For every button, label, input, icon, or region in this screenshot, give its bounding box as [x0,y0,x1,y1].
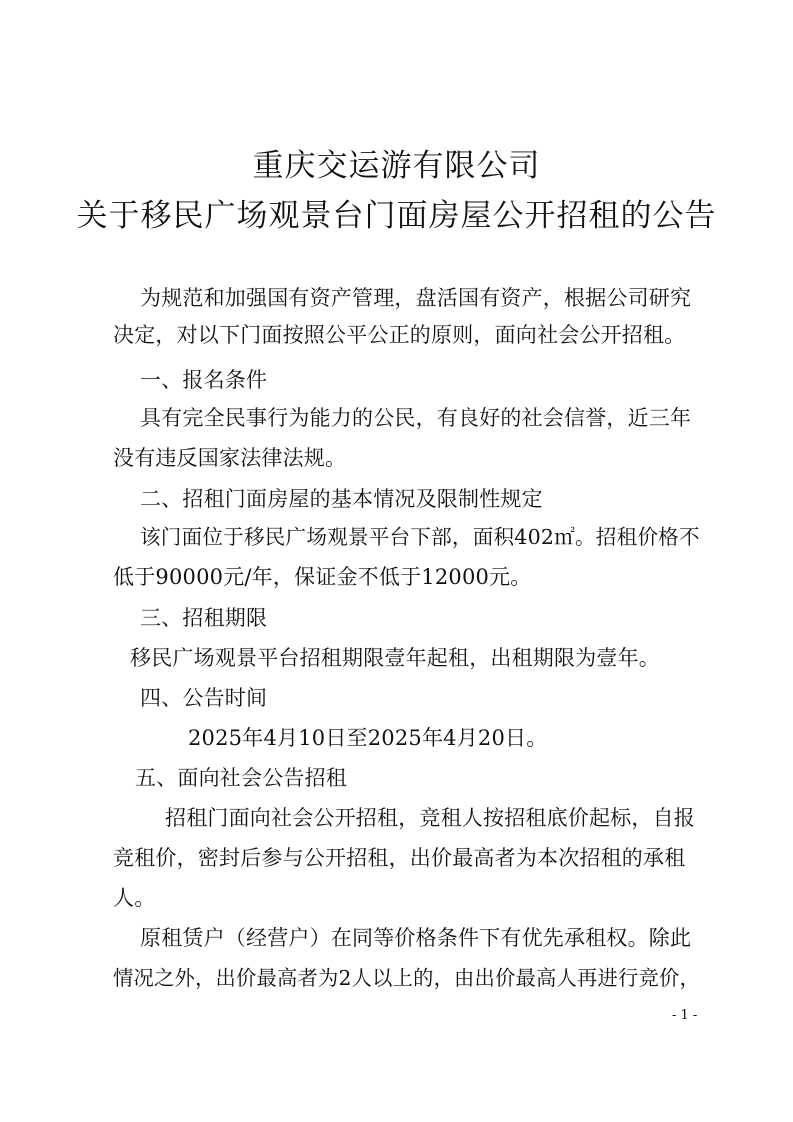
paragraph-line: 决定，对以下门面按照公平公正的原则，面向社会公开招租。 [113,323,686,347]
paragraph-line: 没有违反国家法律法规。 [113,446,347,470]
paragraph-line: 移民广场观景平台招租期限壹年起租，出租期限为壹年。 [130,646,660,670]
paragraph-line: 人。 [113,886,156,910]
paragraph-line: 情况之外，出价最高者为2人以上的，由出价最高人再进行竞价， [113,966,701,990]
paragraph-line: 竞租价，密封后参与公开招租，出价最高者为本次招租的承租 [113,846,686,870]
paragraph-line: 该门面位于移民广场观景平台下部，面积402㎡。招租价格不 [140,525,700,549]
announcement-title: 关于移民广场观景台门面房屋公开招租的公告 [76,198,717,234]
paragraph-line: 具有完全民事行为能力的公民，有良好的社会信誉，近三年 [140,406,692,430]
section-heading: 四、公告时间 [140,686,268,710]
section-heading: 三、招租期限 [140,606,268,630]
section-heading: 二、招租门面房屋的基本情况及限制性规定 [140,487,543,511]
section-heading: 五、面向社会公告招租 [135,766,347,790]
company-title: 重庆交运游有限公司 [252,148,541,184]
paragraph-line: 低于90000元/年，保证金不低于12000元。 [113,565,532,589]
paragraph-line: 原租赁户（经营户）在同等价格条件下有优先承租权。除此 [140,926,692,950]
paragraph-line: 为规范和加强国有资产管理，盘活国有资产，根据公司研究 [140,286,692,310]
paragraph-line: 招租门面向社会公开招租，竞租人按招租底价起标，自报 [165,806,695,830]
section-heading: 一、报名条件 [140,368,268,392]
paragraph-line: 2025年4月10日至2025年4月20日。 [188,726,548,750]
page-number: - 1 - [672,1008,698,1023]
